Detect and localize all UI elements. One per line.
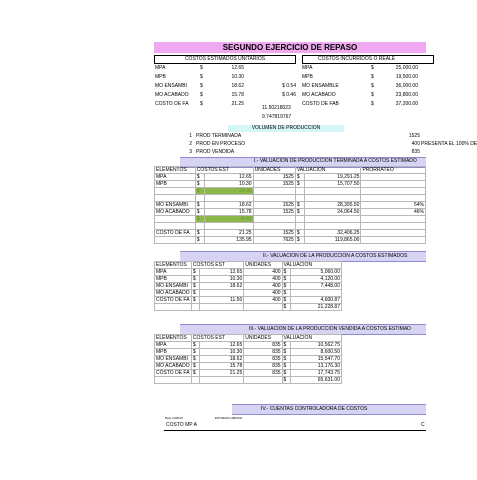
abono-label: ESTIMADO ABONO — [215, 416, 243, 420]
est-label: COSTO DE FA — [155, 101, 189, 107]
account-underline — [164, 430, 426, 431]
cell-cur: $ — [195, 237, 204, 244]
cell-cur — [191, 304, 199, 311]
inc-value: 25,000.00 — [395, 65, 418, 71]
cell-cost: 18.62 — [199, 283, 243, 290]
column-header: ELEMENTOS — [155, 262, 192, 269]
cell-cost: 10.30 — [204, 181, 253, 188]
table-row — [155, 304, 342, 311]
inc-label: MPB — [302, 74, 313, 80]
cell-units — [244, 377, 282, 384]
cell-vcur: $ — [295, 209, 304, 216]
table-row — [155, 276, 342, 283]
cell-cost: 15.78 — [199, 363, 243, 370]
cell-cost: 12.65 — [204, 174, 253, 181]
aux-value: 9.747819767 — [262, 114, 292, 120]
cell-vcur — [295, 216, 304, 223]
inc-currency: $ — [371, 92, 374, 98]
cell-cost: 21.25 — [204, 230, 253, 237]
cell-cur — [195, 223, 204, 230]
cell-units: 835 — [244, 342, 282, 349]
est-label: MO ENSAMBI — [155, 83, 187, 89]
inc-value: 36,000.00 — [395, 83, 418, 89]
cell-cost — [199, 290, 243, 297]
cell-pr — [361, 230, 426, 237]
cell-el — [155, 223, 196, 230]
cell-cur: $ — [191, 356, 199, 363]
cell-units — [253, 216, 295, 223]
est-value: 12.65 — [231, 65, 244, 71]
cell-units: 1525 — [253, 181, 295, 188]
table-row — [155, 216, 426, 223]
inc-label: MO ACABADO — [302, 92, 336, 98]
cell-el — [155, 377, 192, 384]
cell-cost: 21.25 — [199, 370, 243, 377]
cell-vcur: $ — [282, 297, 290, 304]
table-row — [155, 290, 342, 297]
cell-val: 32,406.25 — [304, 230, 361, 237]
cell-cur: $ — [191, 342, 199, 349]
cell-cur: $ — [191, 276, 199, 283]
cell-vcur: $ — [282, 356, 290, 363]
cell-val: 4,120.00 — [290, 276, 341, 283]
table-row — [155, 342, 342, 349]
cell-cur: $ — [195, 216, 204, 223]
cell-vcur: $ — [295, 202, 304, 209]
cell-val: 65,631.00 — [290, 377, 341, 384]
cell-cur: $ — [191, 283, 199, 290]
cargo-label: R(A) CARGO — [165, 416, 183, 420]
table-header-row — [155, 262, 342, 269]
cell-vcur: $ — [295, 237, 304, 244]
cell-el: MPA — [155, 269, 192, 276]
cell-vcur: $ — [282, 276, 290, 283]
cell-units — [253, 195, 295, 202]
section3-table — [154, 334, 342, 384]
cell-cost: 18.62 — [204, 202, 253, 209]
cell-cur: $ — [195, 188, 204, 195]
cell-cur: $ — [191, 370, 199, 377]
cell-val: 13,176.30 — [290, 363, 341, 370]
cell-units: 1525 — [253, 174, 295, 181]
vol-label: PROD TERMINADA — [196, 133, 242, 139]
table-row — [155, 237, 426, 244]
table-row — [155, 223, 426, 230]
cell-val: 15,547.70 — [290, 356, 341, 363]
cell-vcur — [295, 188, 304, 195]
cell-el: COSTO DE FA — [155, 230, 196, 237]
cell-el: MPB — [155, 349, 192, 356]
inc-label: MO ENSAMBLE — [302, 83, 339, 89]
cell-val: 28,395.50 — [304, 202, 361, 209]
cell-cost: 10.30 — [199, 349, 243, 356]
cell-el — [155, 188, 196, 195]
cell-cur: $ — [191, 290, 199, 297]
column-header: VALUACION — [282, 262, 341, 269]
vol-value: 400 — [411, 141, 420, 147]
cell-el: MO ENSAMBI — [155, 202, 196, 209]
cell-cost: 34.40 — [204, 216, 253, 223]
table-row — [155, 269, 342, 276]
cell-pr: 46% — [361, 209, 426, 216]
edge-letter: C — [421, 422, 425, 428]
cell-units — [253, 188, 295, 195]
cell-vcur: $ — [282, 377, 290, 384]
cell-cur: $ — [191, 269, 199, 276]
cell-el: MPA — [155, 174, 196, 181]
cell-cur: $ — [191, 349, 199, 356]
column-header: ELEMENTOS — [155, 167, 196, 174]
cell-val — [290, 290, 341, 297]
cell-cost: 11.50 — [199, 297, 243, 304]
est-currency: $ — [200, 101, 203, 107]
cell-cost: 15.78 — [204, 209, 253, 216]
cell-val: 17,743.75 — [290, 370, 341, 377]
vol-value: 835 — [411, 149, 420, 155]
section3-title: III.- VALUACION DE LA PRODUCCION VENDIDA A COSTOS ESTIMAD — [249, 326, 411, 332]
inc-value: 23,800.00 — [395, 92, 418, 98]
inc-value: 19,500.00 — [395, 74, 418, 80]
cell-val: 19,291.25 — [304, 174, 361, 181]
section2-table — [154, 261, 342, 311]
vol-note: PRESENTA EL 100% DE — [421, 141, 477, 147]
table-header-row — [155, 335, 342, 342]
est-value: 10.30 — [231, 74, 244, 80]
cell-el — [155, 237, 196, 244]
cell-val: 21,228.87 — [290, 304, 341, 311]
vol-label: PROD VENDIDA — [196, 149, 235, 155]
costos-estimados-header: COSTOS ESTIMADOS UNITARIOS — [184, 56, 266, 62]
cell-cur: $ — [195, 202, 204, 209]
cell-el: MPA — [155, 342, 192, 349]
cell-val: 4,600.87 — [290, 297, 341, 304]
cell-vcur: $ — [282, 304, 290, 311]
cell-vcur: $ — [282, 342, 290, 349]
vol-number: 1 — [189, 133, 192, 139]
cell-cur — [195, 195, 204, 202]
cell-val: 8,600.50 — [290, 349, 341, 356]
cell-units: 400 — [244, 283, 282, 290]
cell-vcur: $ — [282, 349, 290, 356]
vol-value: 1525 — [408, 133, 420, 139]
costos-incurridos-header: COSTOS INCURRIDOS O REALE — [318, 56, 396, 62]
cell-units: 1525 — [253, 202, 295, 209]
cell-units: 835 — [244, 370, 282, 377]
cell-pr — [361, 181, 426, 188]
section1-title: I.- VALUACION DE PRODUCCION TERMINADA A COSTOS ESTIMADO — [254, 158, 417, 164]
page-title: SEGUNDO EJERCICIO DE REPASO — [222, 43, 358, 52]
cell-el: MO ENSAMBI — [155, 283, 192, 290]
cell-vcur: $ — [282, 290, 290, 297]
cell-val — [304, 223, 361, 230]
cell-vcur: $ — [282, 283, 290, 290]
cell-val — [304, 216, 361, 223]
column-header: VALUACION — [295, 167, 361, 174]
section1-table — [154, 166, 426, 244]
cell-cost: 12.65 — [199, 269, 243, 276]
cell-cur: $ — [195, 181, 204, 188]
cell-el: MPB — [155, 181, 196, 188]
aux-value: 11.50218023 — [262, 105, 291, 111]
cell-cur: $ — [195, 209, 204, 216]
column-header: COSTOS EST — [191, 335, 243, 342]
account-name: COSTO MP A — [166, 422, 197, 428]
inc-currency: $ — [371, 101, 374, 107]
inc-label: COSTO DE FAB — [302, 101, 339, 107]
cell-cur: $ — [191, 297, 199, 304]
table-row — [155, 195, 426, 202]
cell-el — [155, 216, 196, 223]
cell-vcur — [295, 223, 304, 230]
cell-cost — [199, 304, 243, 311]
inc-currency: $ — [371, 83, 374, 89]
cell-cur: $ — [195, 174, 204, 181]
table-row — [155, 283, 342, 290]
cell-cost: 10.30 — [199, 276, 243, 283]
cell-val: 24,064.50 — [304, 209, 361, 216]
cell-vcur: $ — [282, 269, 290, 276]
cell-units: 400 — [244, 290, 282, 297]
est-currency: $ — [200, 83, 203, 89]
cell-val: 7,448.00 — [290, 283, 341, 290]
cell-units: 835 — [244, 356, 282, 363]
inc-label: MPA — [302, 65, 313, 71]
cell-cost: 22.95 — [204, 188, 253, 195]
cell-vcur: $ — [295, 230, 304, 237]
est-value: 15.78 — [231, 92, 244, 98]
cell-units: 1525 — [253, 230, 295, 237]
cell-val — [304, 188, 361, 195]
est-currency: $ — [200, 65, 203, 71]
column-header: UNIDADES — [244, 335, 282, 342]
cell-el: MO ACABADO — [156, 290, 190, 296]
table-row — [155, 188, 426, 195]
cell-val: 119,865.00 — [304, 237, 361, 244]
cell-pr — [361, 188, 426, 195]
est-value: 21.25 — [231, 101, 244, 107]
cell-el — [155, 195, 196, 202]
table-row — [155, 363, 342, 370]
table-row — [155, 356, 342, 363]
cell-vcur: $ — [295, 181, 304, 188]
cell-cost — [204, 195, 253, 202]
inc-value: 37,200.00 — [395, 101, 418, 107]
cell-cur: $ — [191, 363, 199, 370]
est-currency: $ — [200, 92, 203, 98]
cell-units: 400 — [244, 297, 282, 304]
cell-pr — [361, 223, 426, 230]
cell-pr — [361, 174, 426, 181]
est-value: 18.62 — [231, 83, 244, 89]
cell-el: MO ACABADO — [156, 363, 190, 369]
cell-units: 400 — [244, 276, 282, 283]
cell-vcur: $ — [282, 370, 290, 377]
cell-cur: $ — [195, 230, 204, 237]
est-label: MPA — [155, 65, 166, 71]
column-header: COSTOS EST — [195, 167, 253, 174]
cell-val: 10,562.75 — [290, 342, 341, 349]
cell-val: 15,707.50 — [304, 181, 361, 188]
cell-el — [155, 304, 192, 311]
cell-units: 400 — [244, 269, 282, 276]
est-extra: $ 0.54 — [282, 83, 296, 89]
table-row — [155, 297, 342, 304]
cell-vcur — [295, 195, 304, 202]
cell-pr — [361, 195, 426, 202]
vol-label: PROD EN PROCESO — [196, 141, 246, 147]
cell-el: COSTO DE FA — [156, 370, 190, 376]
cell-units: 835 — [244, 363, 282, 370]
table-row — [155, 181, 426, 188]
cell-cost: 135.95 — [204, 237, 253, 244]
cell-el: COSTO DE FA — [156, 297, 190, 303]
est-extra: $ 0.46 — [282, 92, 296, 98]
est-label: MPB — [155, 74, 166, 80]
cell-vcur: $ — [282, 363, 290, 370]
cell-cost: 18.62 — [199, 356, 243, 363]
column-header: PRORRATEO — [361, 167, 426, 174]
table-row — [155, 349, 342, 356]
column-header: ELEMENTOS — [155, 335, 192, 342]
table-row — [155, 370, 342, 377]
cell-pr — [361, 237, 426, 244]
volumen-header: VOLUMEN DE PRODUCCION — [251, 125, 321, 131]
inc-currency: $ — [371, 65, 374, 71]
section4-title: IV.- CUENTAS CONTROLADORA DE COSTOS — [261, 406, 368, 412]
cell-units: 835 — [244, 349, 282, 356]
table-row — [155, 209, 426, 216]
vol-number: 3 — [189, 149, 192, 155]
table-row — [155, 377, 342, 384]
cell-cost: 12.65 — [199, 342, 243, 349]
cell-pr: 54% — [361, 202, 426, 209]
table-header-row — [155, 167, 426, 174]
column-header: VALUACION — [282, 335, 341, 342]
table-row — [155, 202, 426, 209]
cell-units: 1525 — [253, 209, 295, 216]
cell-cost — [204, 223, 253, 230]
inc-currency: $ — [371, 74, 374, 80]
cell-el: MO ENSAMBI — [155, 356, 192, 363]
table-row — [155, 174, 426, 181]
column-header: UNIDADES — [244, 262, 282, 269]
cell-val: 5,060.00 — [290, 269, 341, 276]
est-currency: $ — [200, 74, 203, 80]
cell-el: MPB — [155, 276, 192, 283]
table-row — [155, 230, 426, 237]
cell-el: MO ACABADO — [155, 209, 196, 216]
cell-vcur: $ — [295, 174, 304, 181]
cell-units — [244, 304, 282, 311]
cell-units — [253, 223, 295, 230]
cell-val — [304, 195, 361, 202]
cell-cur — [191, 377, 199, 384]
cell-cost — [199, 377, 243, 384]
column-header: COSTOS EST — [191, 262, 243, 269]
section2-title: II.- VALUACION DE LA PRODUCCION A COSTOS ESTIMADOS — [263, 253, 408, 259]
cell-units: 7625 — [253, 237, 295, 244]
cell-pr — [361, 216, 426, 223]
vol-number: 2 — [189, 141, 192, 147]
est-label: MO ACABADO — [155, 92, 189, 98]
column-header: UNIDADES — [253, 167, 295, 174]
